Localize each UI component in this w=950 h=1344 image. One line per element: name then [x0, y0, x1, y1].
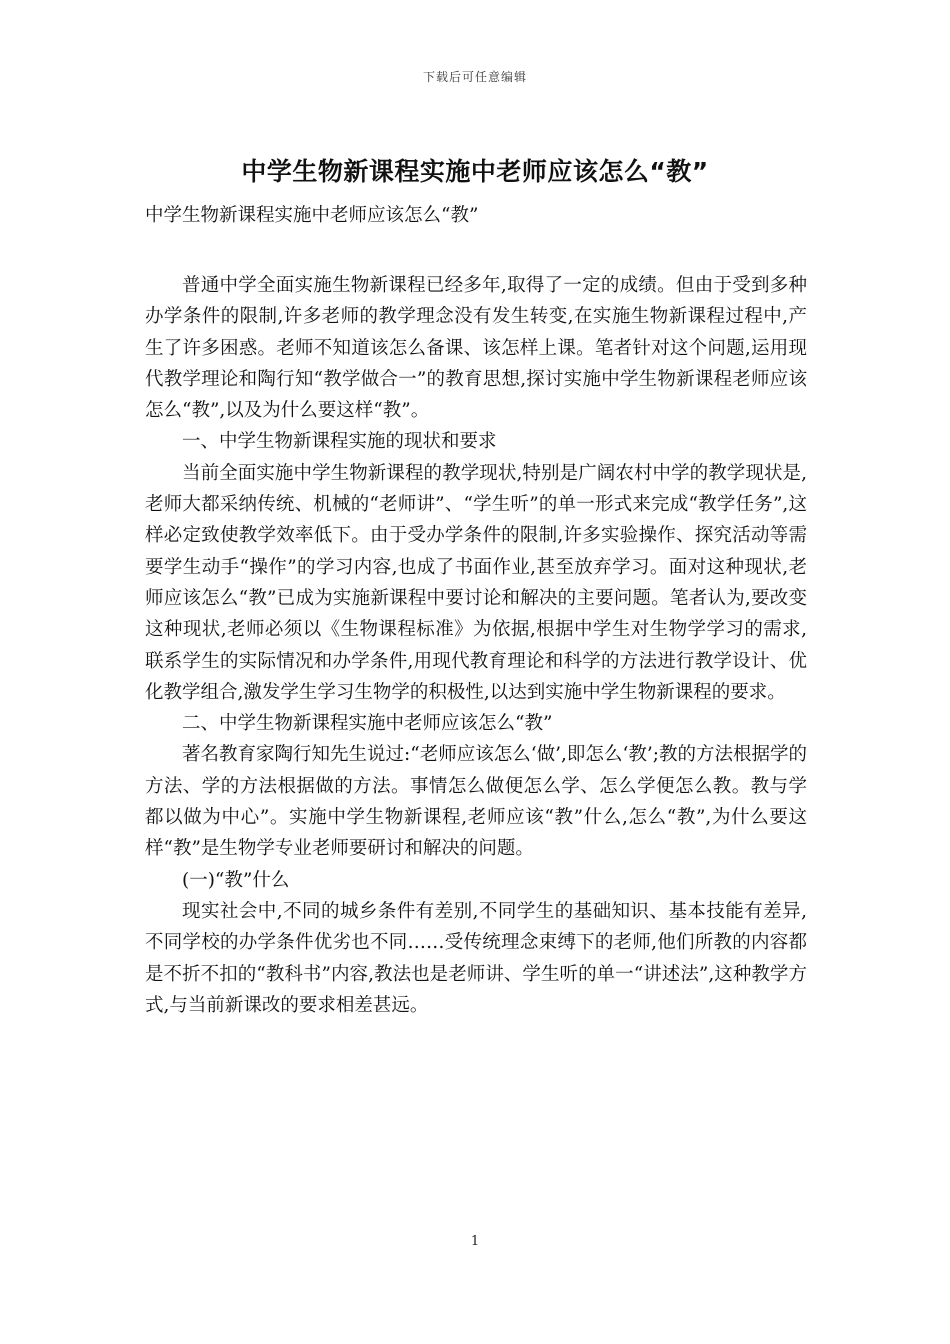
- header-note: 下载后可任意编辑: [422, 70, 527, 84]
- paragraph-reality: 现实社会中,不同的城乡条件有差别,不同学生的基础知识、基本技能有差异,不同学校的办学条件优劣也不同……受传统理念束缚下的老师,他们所教的内容都是不折不扣的“教科书”内容,教法也是老师讲、学生听的单一“讲述法”,这种教学方式,与当前新课改的要求相差甚远。: [145, 900, 807, 1016]
- section-heading-2: 二、中学生物新课程实施中老师应该怎么“教”: [182, 713, 553, 735]
- section-heading-1: 一、中学生物新课程实施的现状和要求: [182, 431, 497, 453]
- paragraph-intro: 普通中学全面实施生物新课程已经多年,取得了一定的成绩。但由于受到多种办学条件的限制,许多老师的教学理念没有发生转变,在实施生物新课程过程中,产生了许多困惑。老师不知道该怎么备课、该怎样上课。笔者针对这个问题,运用现代教学理论和陶行知“教学做合一”的教育思想,探讨实施中学生物新课程老师应该怎么“教”,以及为什么要这样“教”。: [145, 275, 807, 422]
- document-body: [145, 270, 807, 1021]
- paragraph-status: 当前全面实施中学生物新课程的教学现状,特别是广阔农村中学的教学现状是,老师大都采纳传统、机械的“老师讲”、“学生听”的单一形式来完成“教学任务”,这样必定致使教学效率低下。由于受办学条件的限制,许多实验操作、探究活动等需要学生动手“操作”的学习内容,也成了书面作业,甚至放弃学习。面对这种现状,老师应该怎么“教”已成为实施新课程中要讨论和解决的主要问题。笔者认为,要改变这种现状,老师必须以《生物课程标准》为依据,根据中学生对生物学学习的需求,联系学生的实际情况和办学条件,用现代教育理论和科学的方法进行教学设计、优化教学组合,激发学生学习生物学的积极性,以达到实施中学生物新课程的要求。: [145, 462, 807, 703]
- subsection-heading-1: (一)“教”什么: [182, 869, 290, 891]
- paragraph-tao-quote: 著名教育家陶行知先生说过:“老师应该怎么‘做’,即怎么‘教’;教的方法根据学的方法、学的方法根据做的方法。事情怎么做便怎么学、怎么学便怎么教。教与学都以做为中心”。实施中学生物新课程,老师应该“教”什么,怎么“教”,为什么要这样“教”是生物学专业老师要研讨和解决的问题。: [145, 744, 807, 860]
- document-title: 中学生物新课程实施中老师应该怎么“教”: [241, 157, 709, 186]
- document-subtitle: 中学生物新课程实施中老师应该怎么“教”: [145, 205, 479, 226]
- page-number: 1: [470, 1234, 480, 1249]
